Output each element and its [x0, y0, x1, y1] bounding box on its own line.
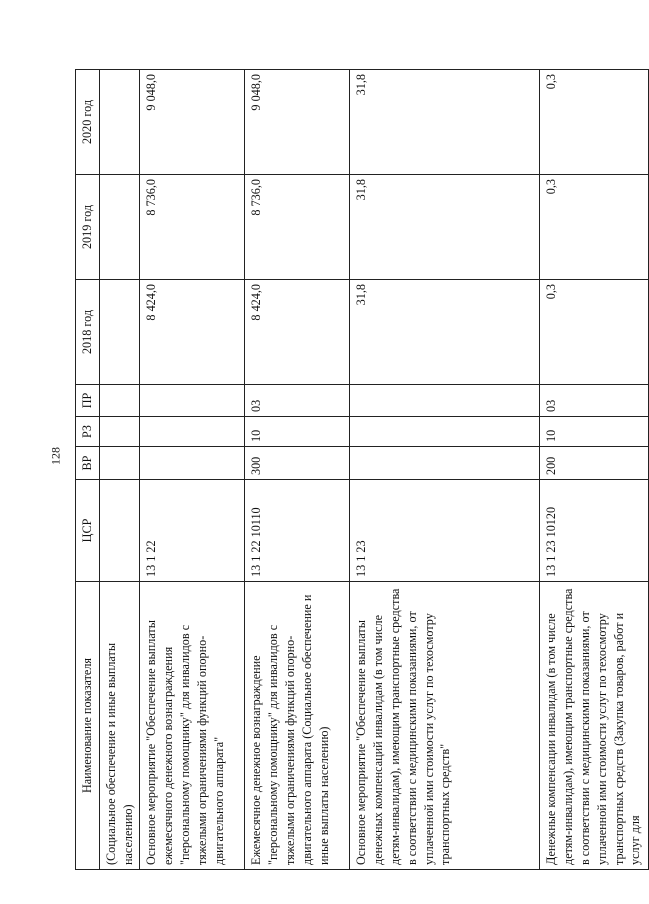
cell-2020: 9 048,0 [140, 70, 245, 175]
cell-csr: 13 1 22 10110 [245, 480, 350, 582]
cell-2018: 31,8 [350, 280, 540, 385]
table-row [540, 70, 649, 870]
cell-2019 [99, 175, 140, 280]
cell-2018: 0,3 [540, 280, 649, 385]
cell-rz [350, 417, 540, 447]
rotated-page-content [75, 70, 643, 870]
header-2019: 2019 год [76, 175, 100, 280]
cell-2019: 31,8 [350, 175, 540, 280]
cell-vr [99, 447, 140, 480]
cell-2018: 8 424,0 [140, 280, 245, 385]
header-name: Наименование показателя [76, 582, 100, 870]
cell-2020: 31,8 [350, 70, 540, 175]
cell-pr [140, 385, 245, 417]
cell-csr: 13 1 23 [350, 480, 540, 582]
header-vr: ВР [76, 447, 100, 480]
header-2020: 2020 год [76, 70, 100, 175]
header-2018: 2018 год [76, 280, 100, 385]
cell-csr: 13 1 22 [140, 480, 245, 582]
cell-name: Основное мероприятие "Обеспечение выплаты денежных компенсаций инвалидам (в том числе детям-инвалидам), имеющим транспортные средства в соответствии с медицинскими показаниями, от уплаченной ими стоимости услуг по техосмотру транспортных средств" [350, 582, 540, 870]
cell-name: (Социальное обеспечение и иные выплаты населению) [99, 582, 140, 870]
cell-vr [140, 447, 245, 480]
cell-pr [99, 385, 140, 417]
table-row [99, 70, 140, 870]
page-number: 128 [48, 447, 63, 465]
cell-vr: 200 [540, 447, 649, 480]
cell-name: Основное мероприятие "Обеспечение выплаты ежемесячного денежного вознаграждения "персональному помощнику" для инвалидов с тяжелыми ограничениями функций опорно-двигательного аппарата" [140, 582, 245, 870]
table-header-row [76, 70, 100, 870]
cell-name: Ежемесячное денежное вознаграждение "персональному помощнику" для инвалидов с тяжелыми ограничениями функций опорно-двигательного аппарата (Социальное обеспечение и иные выплаты населению) [245, 582, 350, 870]
cell-2018 [99, 280, 140, 385]
header-rz: РЗ [76, 417, 100, 447]
cell-2019: 8 736,0 [245, 175, 350, 280]
cell-csr: 13 1 23 10120 [540, 480, 649, 582]
cell-vr [350, 447, 540, 480]
header-csr: ЦСР [76, 480, 100, 582]
budget-table [75, 69, 649, 870]
table-row [245, 70, 350, 870]
cell-2019: 8 736,0 [140, 175, 245, 280]
cell-rz: 10 [540, 417, 649, 447]
cell-rz: 10 [245, 417, 350, 447]
cell-csr [99, 480, 140, 582]
cell-2019: 0,3 [540, 175, 649, 280]
header-pr: ПР [76, 385, 100, 417]
cell-pr [350, 385, 540, 417]
cell-2020: 9 048,0 [245, 70, 350, 175]
cell-vr: 300 [245, 447, 350, 480]
cell-2018: 8 424,0 [245, 280, 350, 385]
table-row [140, 70, 245, 870]
cell-rz [99, 417, 140, 447]
cell-pr: 03 [540, 385, 649, 417]
table-row [350, 70, 540, 870]
cell-name: Денежные компенсации инвалидам (в том числе детям-инвалидам), имеющим транспортные средства в соответствии с медицинскими показаниями, от уплаченной ими стоимости услуг по техосмотру транспортных средств (Закупка товаров, работ и услуг для [540, 582, 649, 870]
cell-rz [140, 417, 245, 447]
cell-2020 [99, 70, 140, 175]
cell-2020: 0,3 [540, 70, 649, 175]
cell-pr: 03 [245, 385, 350, 417]
